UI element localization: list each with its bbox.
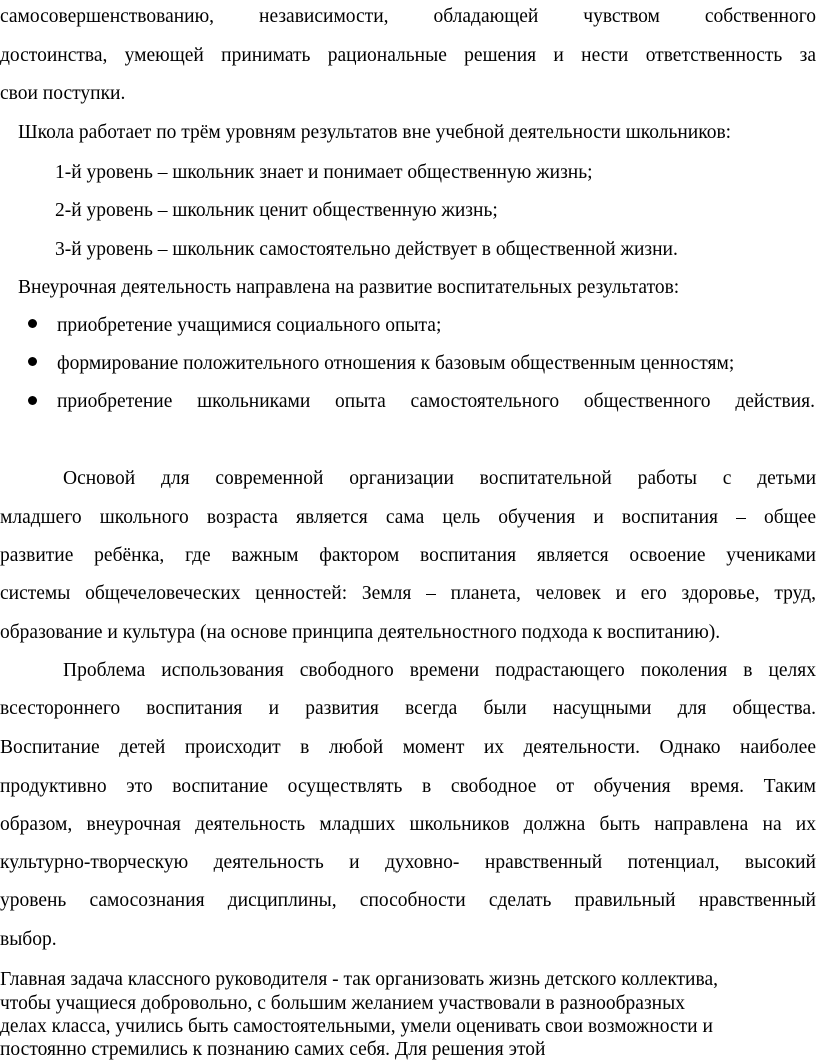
level-item-2: 2-й уровень – школьник ценит общественную жизнь; <box>55 200 498 221</box>
teacher-line-4: постоянно стремились к познанию самих себя. Для решения этой <box>0 1039 546 1060</box>
problem-line-1: Проблема использования свободного времени подрастающего поколения в целях <box>63 660 816 681</box>
bullet-icon <box>28 319 37 328</box>
result-bullet-3: приобретение школьниками опыта самостоятельного общественного действия. <box>57 391 815 412</box>
level-item-3: 3-й уровень – школьник самостоятельно действует в общественной жизни. <box>55 239 678 260</box>
intro-line-2: достоинства, умеющей принимать рациональные решения и нести ответственность за <box>0 45 816 66</box>
problem-line-4: продуктивно это воспитание осуществлять в свободное от обучения время. Таким <box>0 776 816 797</box>
problem-line-2: всестороннего воспитания и развития всегда были насущными для общества. <box>0 698 816 719</box>
result-bullet-2: формирование положительного отношения к базовым общественным ценностям; <box>57 353 735 374</box>
basis-line-1: Основой для современной организации воспитательной работы с детьми <box>63 468 816 489</box>
basis-line-5: образование и культура (на основе принципа деятельностного подхода к воспитанию). <box>0 622 721 643</box>
bullet-icon <box>28 357 37 366</box>
problem-line-6: культурно-творческую деятельность и духовно- нравственный потенциал, высокий <box>0 852 816 873</box>
basis-line-2: младшего школьного возраста является сама цель обучения и воспитания – общее <box>0 507 816 528</box>
basis-line-3: развитие ребёнка, где важным фактором воспитания является освоение учениками <box>0 545 816 566</box>
basis-line-4: системы общечеловеческих ценностей: Земля – планета, человек и его здоровье, труд, <box>0 583 816 604</box>
levels-intro: Школа работает по трём уровням результатов вне учебной деятельности школьников: <box>18 122 732 143</box>
intro-line-1: самосовершенствованию, независимости, обладающей чувством собственного <box>0 6 816 27</box>
level-item-1: 1-й уровень – школьник знает и понимает общественную жизнь; <box>55 162 593 183</box>
bullet-icon <box>28 396 37 405</box>
problem-line-3: Воспитание детей происходит в любой момент их деятельности. Однако наиболее <box>0 737 816 758</box>
problem-line-7: уровень самосознания дисциплины, способности сделать правильный нравственный <box>0 890 816 911</box>
result-bullet-1: приобретение учащимися социального опыта; <box>57 315 442 336</box>
problem-line-8: выбор. <box>0 929 57 950</box>
problem-line-5: образом, внеурочная деятельность младших школьников должна быть направлена на их <box>0 814 816 835</box>
results-intro: Внеурочная деятельность направлена на развитие воспитательных результатов: <box>18 277 680 298</box>
teacher-line-1: Главная задача классного руководителя - так организовать жизнь детского коллектива, <box>0 969 718 990</box>
intro-line-3: свои поступки. <box>0 83 126 104</box>
teacher-line-2: чтобы учащиеся добровольно, с большим желанием участвовали в разнообразных <box>0 993 685 1014</box>
teacher-line-3: делах класса, учились быть самостоятельными, умели оценивать свои возможности и <box>0 1016 713 1037</box>
